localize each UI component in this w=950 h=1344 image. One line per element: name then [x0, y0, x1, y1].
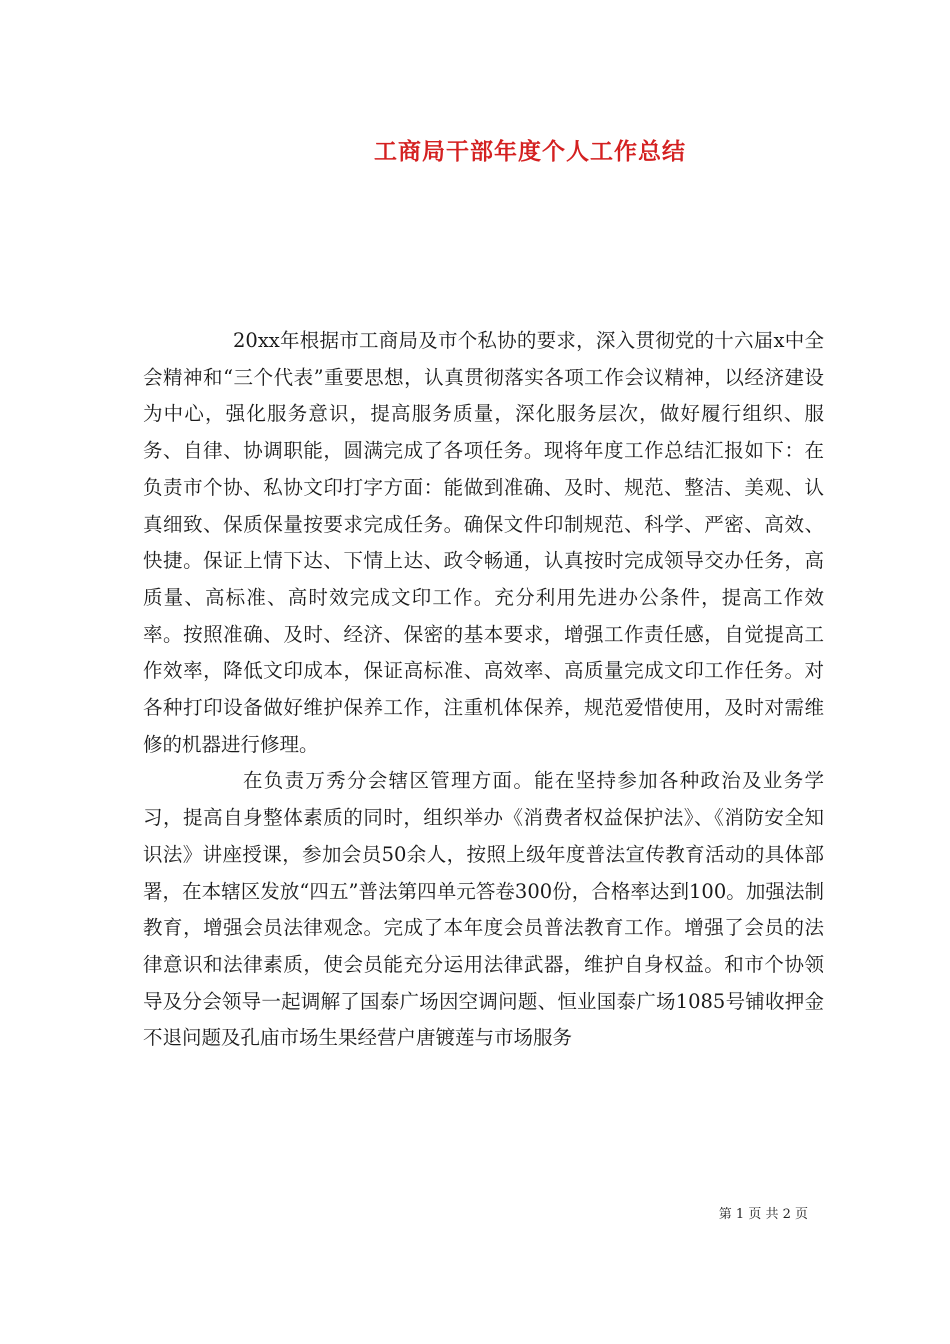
document-body [143, 323, 824, 1057]
paragraph-2: 在负责万秀分会辖区管理方面。能在坚持参加各种政治及业务学习，提高自身整体素质的同时，组织举办《消费者权益保护法》、《消防安全知识法》讲座授课，参加会员50余人，按照上级年度普法宣传教育活动的具体部署，在本辖区发放“四五”普法第四单元答卷300份，合格率达到100。加强法制教育，增强会员法律观念。完成了本年度会员普法教育工作。增强了会员的法律意识和法律素质，使会员能充分运用法律武器，维护自身权益。和市个协领导及分会领导一起调解了国泰广场因空调问题、恒业国泰广场1085号铺收押金不退问题及孔庙市场生果经营户唐镀莲与市场服务 [143, 769, 824, 1050]
document-title: 工商局干部年度个人工作总结 [374, 139, 686, 165]
paragraph-1: 20xx年根据市工商局及市个私协的要求，深入贯彻党的十六届x中全会精神和“三个代表”重要思想，认真贯彻落实各项工作会议精神，以经济建设为中心，强化服务意识，提高服务质量，深化服务层次，做好履行组织、服务、自律、协调职能，圆满完成了各项任务。现将年度工作总结汇报如下：在负责市个协、私协文印打字方面：能做到准确、及时、规范、整洁、美观、认真细致、保质保量按要求完成任务。确保文件印制规范、科学、严密、高效、快捷。保证上情下达、下情上达、政令畅通，认真按时完成领导交办任务，高质量、高标准、高时效完成文印工作。充分利用先进办公条件，提高工作效率。按照准确、及时、经济、保密的基本要求，增强工作责任感，自觉提高工作效率，降低文印成本，保证高标准、高效率、高质量完成文印工作任务。对各种打印设备做好维护保养工作，注重机体保养，规范爱惜使用，及时对需维修的机器进行修理。 [143, 329, 824, 756]
page-number-footer: 第 1 页 共 2 页 [718, 1207, 808, 1222]
